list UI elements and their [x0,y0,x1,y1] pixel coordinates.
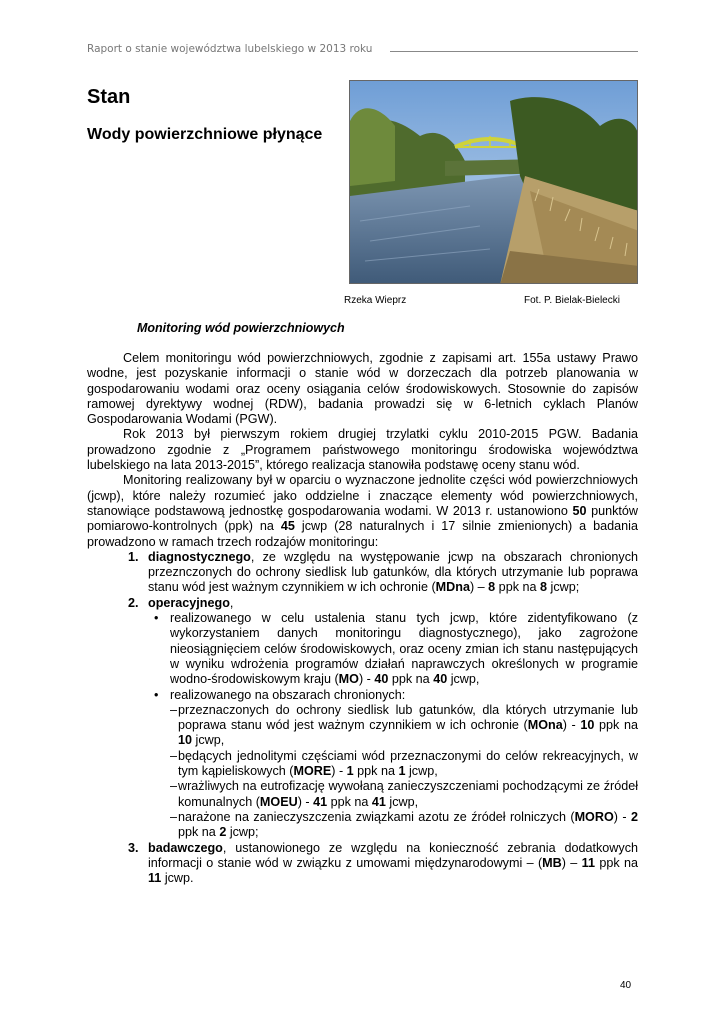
list-item-title: badawczego [148,840,223,855]
monitoring-code: MORE [293,764,332,779]
list-item-text: ppk na [495,580,540,595]
subsection-heading: Wody powierzchniowe płynące [87,126,323,143]
ppk-count: 41 [313,794,328,809]
dash-item [178,749,638,780]
jcwp-count: 11 [148,871,162,886]
list-item-text: jcwp. [161,871,194,886]
paragraph-3-text: jcwp (28 naturalnych i 17 silnie zmienionych) a badania prowadzono w ramach trzech rodzajów monitoringu: [87,519,638,549]
list-item-text: ) – [561,855,582,870]
dash-text: przeznaczonych do ochrony siedlisk lub gatunków, dla których utrzymanie lub poprawa stanu wód jest ważnym czynnikiem w ich ochronie ( [178,702,638,733]
ppk-count: 40 [374,672,389,687]
dash-text: wrażliwych na eutrofizację wywołaną zanieczyszczeniami pochodzącymi ze źródeł komunalnych ( [178,779,638,809]
ppk-count: 1 [346,764,354,779]
operational-bullets [148,611,638,840]
photo-caption: Rzeka Wieprz [344,295,407,306]
paragraph-2: Rok 2013 był pierwszym rokiem drugiej trzylatki cyklu 2010-2015 PGW. Badania prowadzono zgodnie z „Programem państwowego monitoringu środowiska województwa lubelskiego na lata 2013-2015”, którego realizacja stanowiła podstawę oceny stanu wód. [87,427,638,473]
dash-text: ) - [562,718,581,733]
bullet-item [170,611,638,687]
monitoring-code: MORO [574,809,614,824]
running-header: Raport o stanie województwa lubelskiego w 2013 roku [87,43,373,55]
ppk-count: 2 [630,809,638,824]
monitoring-code: MOEU [259,794,298,809]
dash-item [178,703,638,749]
bullet-text: ) - [358,672,375,687]
dash-item [178,779,638,810]
list-item-operational [142,596,638,841]
dash-text: ppk na [594,718,638,733]
jcwp-count: 8 [540,580,548,595]
dash-text: jcwp, [385,794,419,809]
protected-areas-list [170,703,638,841]
jcwp-count: 45 [280,519,295,534]
photo-credit: Fot. P. Bielak-Bielecki [524,295,620,306]
dash-text: ) - [613,809,631,824]
bullet-item [170,688,638,841]
list-item-diagnostic [142,550,638,596]
page-number: 40 [620,980,632,991]
paragraph-3 [87,473,638,549]
monitoring-code: MB [542,855,562,870]
list-item-research [142,841,638,887]
list-item-text: ppk na [594,855,638,870]
river-photo-illustration [350,81,638,284]
list-item-title: operacyjnego [148,595,230,610]
jcwp-count: 40 [433,672,448,687]
ppk-count: 11 [581,855,595,870]
list-item-text: , [229,595,234,610]
dash-text: będących jednolitymi częściami wód przeznaczonymi do celów rekreacyjnych, w tym kąpieliskowych ( [178,748,638,779]
monitoring-code: MOna [527,718,563,733]
jcwp-count: 41 [371,794,386,809]
dash-text: ) - [331,764,347,779]
dash-text: ppk na [353,764,399,779]
dash-text: ppk na [178,825,220,840]
monitoring-code: MO [338,672,359,687]
paragraph-1: Celem monitoringu wód powierzchniowych, zgodnie z zapisami art. 155a ustawy Prawo wodne, jest pozyskanie informacji o stanie wód w dorzeczach dla potrzeb planowania w gospodarowaniu wodami oraz oceny osiągania celów środowiskowych. Stosownie do zapisów ramowej dyrektywy wodnej (RDW), badania prowadzi się w 6-letnich cyklach Planów Gospodarowania Wodami (PGW). [87,351,638,427]
ppk-count: 8 [488,580,496,595]
dash-text: jcwp, [192,733,225,748]
list-item-text: ) – [469,580,489,595]
monitoring-heading: Monitoring wód powierzchniowych [137,321,345,335]
section-heading: Stan [87,86,131,108]
list-item-text: , ustanowionego ze względu na konieczność zebrania dodatkowych informacji o stanie wód w związku z umowami międzynarodowymi – ( [148,840,638,870]
dash-text: jcwp, [405,764,438,779]
paragraph-3-text: Monitoring realizowany był w oparciu o wyznaczone jednolite części wód powierzchniowych (jcwp), które należy rozumieć jako oddzielne i znaczące elementy wód powierzchniowych, stanowiące podstawową jednostkę gospodarowania wodami. W 2013 r. ustanowiono [87,473,638,518]
dash-text: ) - [297,794,314,809]
list-item-text: jcwp; [547,580,580,595]
list-item-title: diagnostycznego [148,549,251,564]
dash-text: ppk na [327,794,372,809]
jcwp-count: 1 [398,764,406,779]
bullet-text: jcwp, [447,672,480,687]
river-photo [349,80,638,284]
dash-text: narażone na zanieczyszczenia związkami azotu ze źródeł rolniczych ( [178,809,575,824]
body-text [87,351,638,886]
list-item-text: , ze względu na występowanie jcwp na obszarach chronionych przeznczonych do ochrony siedlisk lub gatunków, dla których utrzymanie lub poprawa stanu wód jest ważnym czynnikiem w ich ochronie ( [148,549,638,595]
ppk-count: 10 [580,718,595,733]
paragraph-3-text: punktów pomiarowo-kontrolnych (ppk) na [87,503,638,534]
bullet-text: realizowanego na obszarach chronionych: [170,687,406,702]
monitoring-types-list [87,550,638,887]
ppk-count: 50 [572,503,587,518]
bullet-text: realizowanego w celu ustalenia stanu tych jcwp, które zidentyfikowano (z wykorzystaniem danych monitoringu diagnostycznego), jako zagrożone nieosiągnięciem celów środowiskowych, oraz oceny zmian ich stanu następujących w wyniku wdrożenia programów działań naprawczych określonych w programie wodno-środowiskowym kraju ( [170,611,638,687]
monitoring-code: MDna [435,580,470,595]
header-rule [390,51,638,52]
jcwp-count: 2 [219,825,227,840]
jcwp-count: 10 [178,733,193,748]
bullet-text: ppk na [388,672,434,687]
dash-item [178,810,638,841]
dash-text: jcwp; [226,825,259,840]
